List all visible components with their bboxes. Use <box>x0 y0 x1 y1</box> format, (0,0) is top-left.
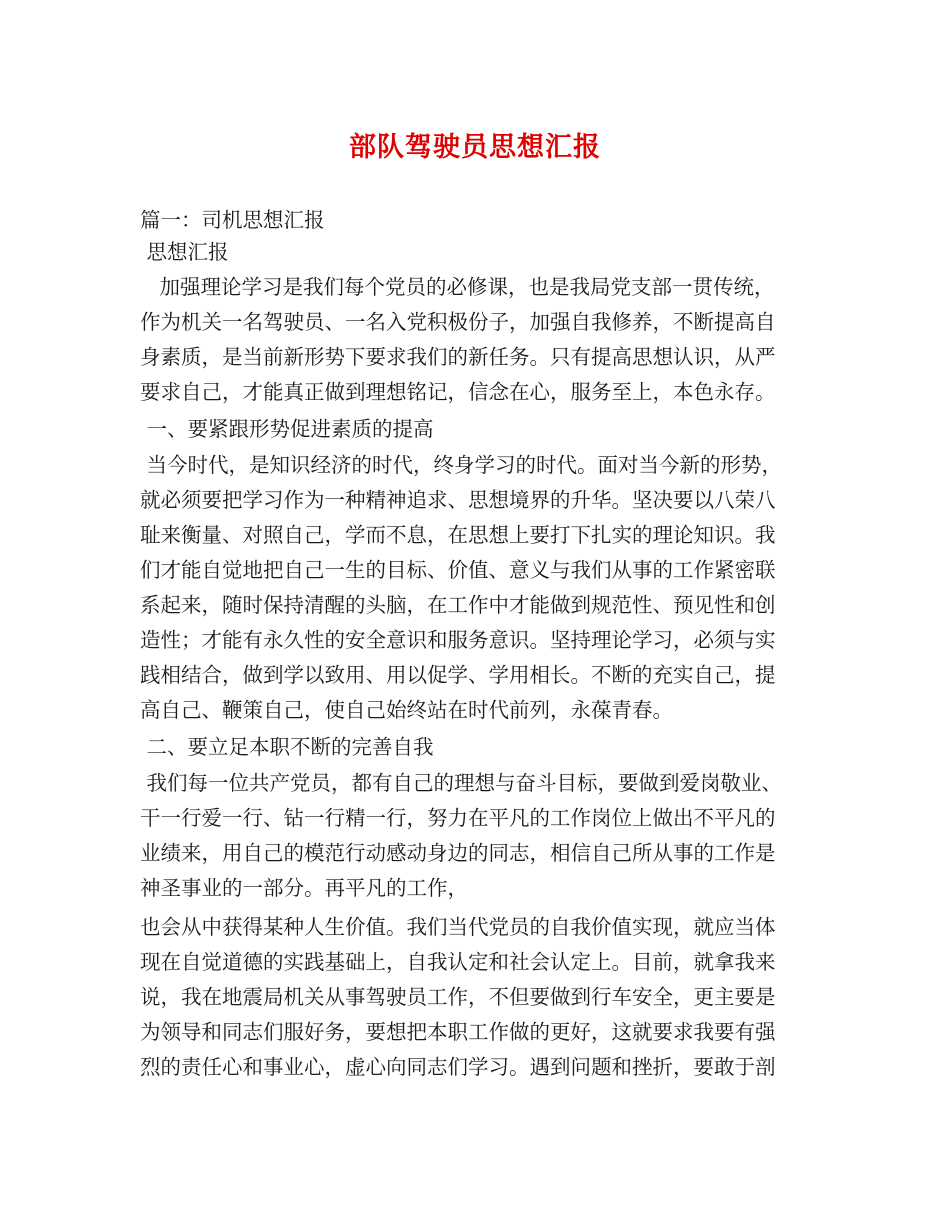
paragraph-line: 加强理论学习是我们每个党员的必修课，也是我局党支部一贯传统， <box>140 275 775 299</box>
document-title: 部队驾驶员思想汇报 <box>349 132 601 163</box>
paragraph-line: 就必须要把学习作为一种精神追求、思想境界的升华。坚决要以八荣八 <box>140 488 776 512</box>
paragraph-line: 当今时代，是知识经济的时代，终身学习的时代。面对当今新的形势， <box>140 453 783 477</box>
paragraph-line: 系起来，随时保持清醒的头脑，在工作中才能做到规范性、预见性和创 <box>140 593 776 617</box>
paragraph-line: 们才能自觉地把自己一生的目标、价值、意义与我们从事的工作紧密联 <box>140 558 776 582</box>
subheading: 思想汇报 <box>140 240 229 264</box>
section-subheading: 一、要紧跟形势促进素质的提高 <box>140 417 434 441</box>
paragraph-line: 我们每一位共产党员，都有自己的理想与奋斗目标，要做到爱岗敬业、 <box>140 771 783 795</box>
paragraph-line: 耻来衡量、对照自己，学而不息，在思想上要打下扎实的理论知识。我 <box>140 523 776 547</box>
paragraph-line: 践相结合，做到学以致用、用以促学、学用相长。不断的充实自己，提 <box>140 663 776 687</box>
paragraph-line: 为领导和同志们服好务，要想把本职工作做的更好，这就要求我要有强 <box>140 1020 776 1044</box>
paragraph-line: 神圣事业的一部分。再平凡的工作， <box>140 876 468 900</box>
paragraph-line: 也会从中获得某种人生价值。我们当代党员的自我价值实现，就应当体 <box>140 915 776 939</box>
paragraph-line: 要求自己，才能真正做到理想铭记，信念在心，服务至上，本色永存。 <box>140 380 776 404</box>
paragraph-line: 说，我在地震局机关从事驾驶员工作，不但要做到行车安全，更主要是 <box>140 985 776 1009</box>
paragraph-line: 干一行爱一行、钻一行精一行，努力在平凡的工作岗位上做出不平凡的 <box>140 806 776 830</box>
paragraph-line: 业绩来，用自己的模范行动感动身边的同志，相信自己所从事的工作是 <box>140 841 776 865</box>
paragraph-line: 现在自觉道德的实践基础上，自我认定和社会认定上。目前，就拿我来 <box>140 950 776 974</box>
paragraph-line: 作为机关一名驾驶员、一名入党积极份子，加强自我修养，不断提高自 <box>140 310 776 334</box>
section-heading: 篇一：司机思想汇报 <box>140 208 325 232</box>
paragraph-line: 身素质，是当前新形势下要求我们的新任务。只有提高思想认识，从严 <box>140 345 776 369</box>
section-subheading: 二、要立足本职不断的完善自我 <box>140 735 434 759</box>
paragraph-line: 烈的责任心和事业心，虚心向同志们学习。遇到问题和挫折，要敢于剖 <box>140 1055 776 1079</box>
paragraph-line: 造性；才能有永久性的安全意识和服务意识。坚持理论学习，必须与实 <box>140 628 776 652</box>
paragraph-line: 高自己、鞭策自己，使自己始终站在时代前列，永葆青春。 <box>140 698 673 722</box>
